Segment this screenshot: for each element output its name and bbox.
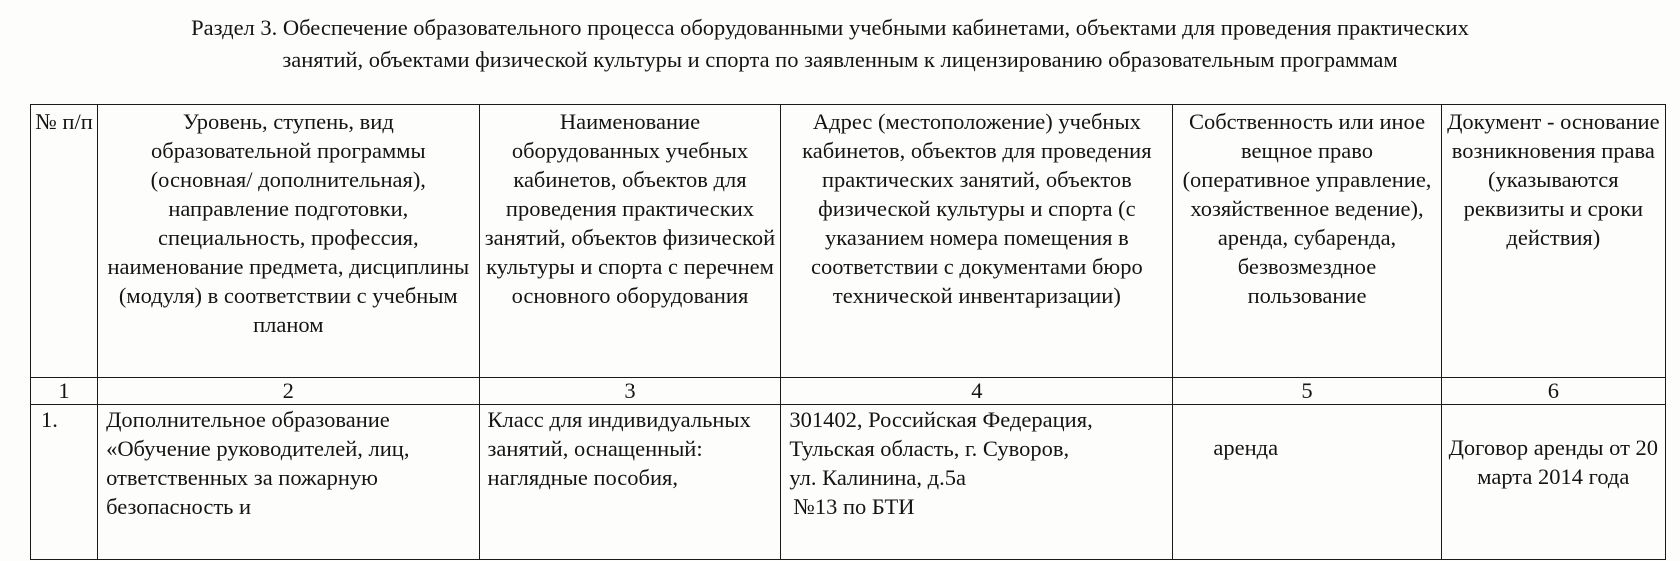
column-number: 1 [31, 378, 98, 405]
row-document: Договор аренды от 20 марта 2014 года [1441, 405, 1665, 560]
column-number: 6 [1441, 378, 1665, 405]
row-ownership: аренда [1173, 405, 1441, 560]
header-program: Уровень, ступень, вид образовательной программы (основная/ дополнительная), направление подготовки, специальность, профессия, наименование предмета, дисциплины (модуля) в соответствии с учебным планом [98, 105, 479, 378]
section-title-line-2: занятий, объектами физической культуры и спорта по заявленным к лицензированию образовательным программам [282, 47, 1398, 72]
section-title-line-1: Раздел 3. Обеспечение образовательного процесса оборудованными учебными кабинетами, объектами для проведения практических [191, 15, 1469, 40]
table-header-row [31, 105, 1666, 378]
address-line: 301402, Российская Федерация, [789, 407, 1093, 432]
header-ownership: Собственность или иное вещное право (оперативное управление, хозяйственное ведение), аренда, субаренда, безвозмездное пользование [1173, 105, 1441, 378]
section-title [40, 12, 1640, 76]
address-line: ул. Калинина, д.5а [789, 465, 966, 490]
header-number: № п/п [31, 105, 98, 378]
column-number-row [31, 378, 1666, 405]
column-number: 5 [1173, 378, 1441, 405]
address-line: №13 по БТИ [793, 494, 915, 519]
row-number: 1. [31, 405, 98, 560]
header-address: Адрес (местоположение) учебных кабинетов, объектов для проведения практических занятий, объектов физической культуры и спорта (с указанием номера помещения в соответствии с документами бюро технической инвентаризации) [781, 105, 1173, 378]
row-cabinet: Класс для индивидуальных занятий, оснащенный: наглядные пособия, [479, 405, 781, 560]
row-address [781, 405, 1173, 560]
row-program: Дополнительное образование «Обучение руководителей, лиц, ответственных за пожарную безопасность и [98, 405, 479, 560]
header-cabinets: Наименование оборудованных учебных кабинетов, объектов для проведения практических занятий, объектов физической культуры и спорта с перечнем основного оборудования [479, 105, 781, 378]
column-number: 2 [98, 378, 479, 405]
address-line: Тульская область, г. Суворов, [789, 436, 1070, 461]
table-row [31, 405, 1666, 560]
facilities-table [30, 104, 1666, 560]
column-number: 3 [479, 378, 781, 405]
header-document: Документ - основание возникновения права (указываются реквизиты и сроки действия) [1441, 105, 1665, 378]
column-number: 4 [781, 378, 1173, 405]
